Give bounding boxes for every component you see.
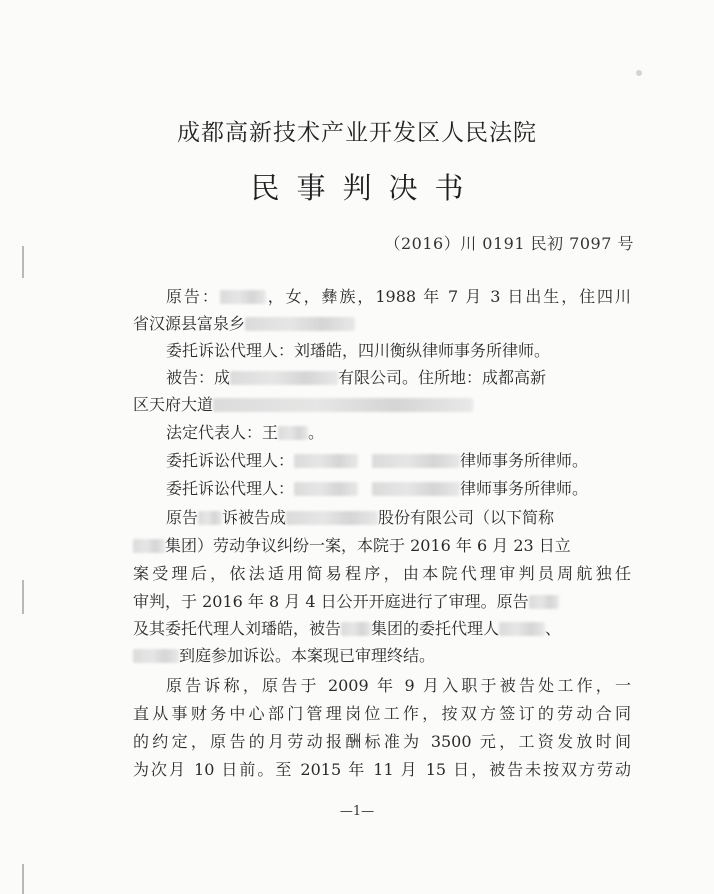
redacted-company: [286, 511, 378, 525]
plaintiff-address: 省汉源县富泉乡: [133, 314, 246, 333]
redacted-defendant-name: [230, 371, 338, 385]
text-segment: 股份有限公司（以下简称: [378, 508, 555, 527]
redacted-representative-name: [278, 426, 308, 440]
case-paragraph-line-2: [133, 536, 571, 556]
scan-speck: [636, 70, 642, 76]
plaintiff-address-line: [133, 314, 355, 334]
redacted-agent-name: [499, 622, 545, 636]
defendant-address-start: 有限公司。住所地：成都高新: [338, 368, 547, 387]
claim-paragraph-line-4: 为次月 10 日前。至 2015 年 11 月 15 日，被告未按双方劳动: [133, 760, 631, 779]
text-segment: 集团的委托代理人: [371, 619, 500, 638]
redacted-name: [529, 595, 559, 609]
case-paragraph-line-3: 案受理后，依法适用简易程序，由本院代理审判员周航独任: [133, 564, 631, 583]
redacted-name: [198, 511, 222, 525]
redacted-plaintiff-address: [245, 317, 355, 331]
page-number: —1—: [339, 804, 375, 819]
plaintiff-word: 原告: [166, 508, 199, 527]
legal-representative-label: 法定代表人：王: [166, 423, 279, 442]
agent-label-2: 委托诉讼代理人：: [166, 479, 295, 498]
case-number: （2016）川 0191 民初 7097 号: [384, 234, 634, 253]
period: 。: [308, 423, 325, 442]
scan-mark: [22, 864, 24, 894]
redacted-agent-name: [133, 649, 179, 663]
text-segment: 、: [545, 619, 562, 638]
case-paragraph-line-5: [133, 619, 561, 639]
document-title: 民事判决书: [250, 171, 481, 205]
defendant-agent-line-2: [166, 479, 588, 499]
agent-label-1: 委托诉讼代理人：: [166, 451, 295, 470]
text-segment: 审判，于 2016 年 8 月 4 日公开开庭进行了审理。原告: [133, 592, 529, 611]
defendant-address: 区天府大道: [133, 395, 214, 414]
redacted-law-firm-1: [372, 454, 460, 468]
court-name: 成都高新技术产业开发区人民法院: [177, 120, 537, 146]
text-segment: 及其委托代理人刘璠皓，被告: [133, 619, 342, 638]
text-segment: 到庭参加诉讼。本案现已审理终结。: [179, 646, 436, 665]
scan-mark: [22, 246, 24, 278]
plaintiff-line: [166, 287, 631, 307]
redacted-short-name: [133, 539, 165, 553]
defendant-agent-line-1: [166, 451, 588, 471]
case-paragraph-line-6: [133, 646, 435, 666]
redacted-defendant-address: [213, 398, 473, 412]
case-paragraph-line-1: [166, 508, 554, 528]
claim-paragraph-line-1: 原告诉称，原告于 2009 年 9 月入职于被告处工作，一: [166, 676, 631, 695]
claim-paragraph-line-2: 直从事财务中心部门管理岗位工作，按双方签订的劳动合同: [133, 704, 631, 723]
case-paragraph-line-4: [133, 592, 559, 612]
plaintiff-label: 原告：: [166, 287, 220, 306]
text-segment: 诉被告成: [222, 508, 287, 527]
claim-paragraph-line-3: 的约定，原告的月劳动报酬标准为 3500 元，工资发放时间: [133, 732, 631, 751]
redacted-agent-name-1: [294, 454, 358, 468]
plaintiff-details: ，女，彝族，1988 年 7 月 3 日出生，住四川: [265, 287, 631, 306]
defendant-address-line: [133, 395, 473, 415]
redacted-short-name: [341, 622, 371, 636]
law-firm-suffix-2: 律师事务所律师。: [460, 479, 589, 498]
redacted-plaintiff-name: [220, 290, 266, 304]
scan-mark: [22, 580, 24, 614]
law-firm-suffix-1: 律师事务所律师。: [460, 451, 589, 470]
defendant-line: [166, 368, 546, 388]
redacted-law-firm-2: [372, 482, 460, 496]
defendant-label: 被告：成: [166, 368, 231, 387]
plaintiff-agent-line: 委托诉讼代理人：刘璠皓，四川衡纵律师事务所律师。: [166, 341, 551, 360]
redacted-agent-name-2: [294, 482, 358, 496]
legal-representative-line: [166, 423, 324, 443]
text-segment: 集团）劳动争议纠纷一案，本院于 2016 年 6 月 23 日立: [165, 536, 571, 555]
